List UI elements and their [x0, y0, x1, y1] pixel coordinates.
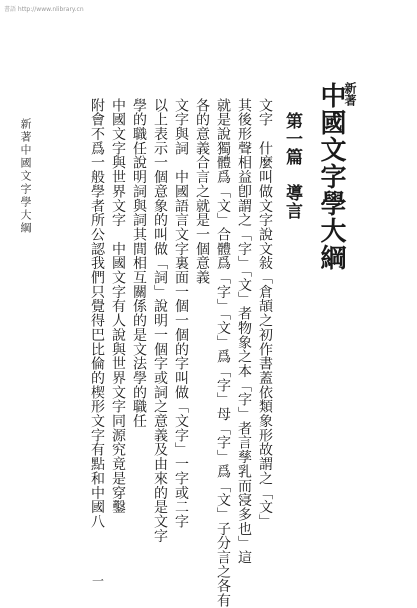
running-header: 新著中國文字學大綱	[19, 118, 32, 235]
text-column-2: 其後形聲相益卽謂之「字」「文」者物象之本「字」者言孳乳而寖多也」這	[236, 98, 252, 565]
chapter-title: 導言	[282, 184, 302, 220]
text-column-6: 以上表示一個意象的叫做「詞」說明一個字或詞之意義及由來的是文字	[152, 98, 168, 543]
book-title: 中國文字學大綱	[316, 82, 346, 271]
text-column-5: 文字與詞 中國語言文字裏面一個一個的字叫做「文字」一字或二字	[173, 98, 189, 529]
text-column-1: 文字 什麼叫做文字說文敍「倉頡之初作書蓋依類象形故謂之「文」	[257, 98, 273, 529]
text-column-7: 學的職任說明詞與詞其間相互關係的是文法學的職任	[131, 98, 147, 429]
text-column-4: 各的意義合言之就是一個意義	[194, 98, 210, 285]
chapter-number: 第一篇	[282, 112, 302, 166]
title-prefix: 新著	[343, 82, 357, 106]
chapter-heading	[283, 112, 300, 220]
text-column-9: 附會不爲一般學者所公認我們只覺得巴比倫的楔形文字有點和中國八	[89, 98, 105, 529]
text-column-3: 就是說獨體爲「文」合體爲「字」「文」爲「字」母「字」爲「文」子分言之各有	[215, 98, 231, 608]
text-column-8: 中國文字與世界文字 中國文字有人說與世界文字同源究竟是穿鑿	[110, 98, 126, 515]
watermark: 書語 http://www.nlibrary.cn	[4, 6, 84, 13]
page-number: 一	[92, 574, 105, 588]
